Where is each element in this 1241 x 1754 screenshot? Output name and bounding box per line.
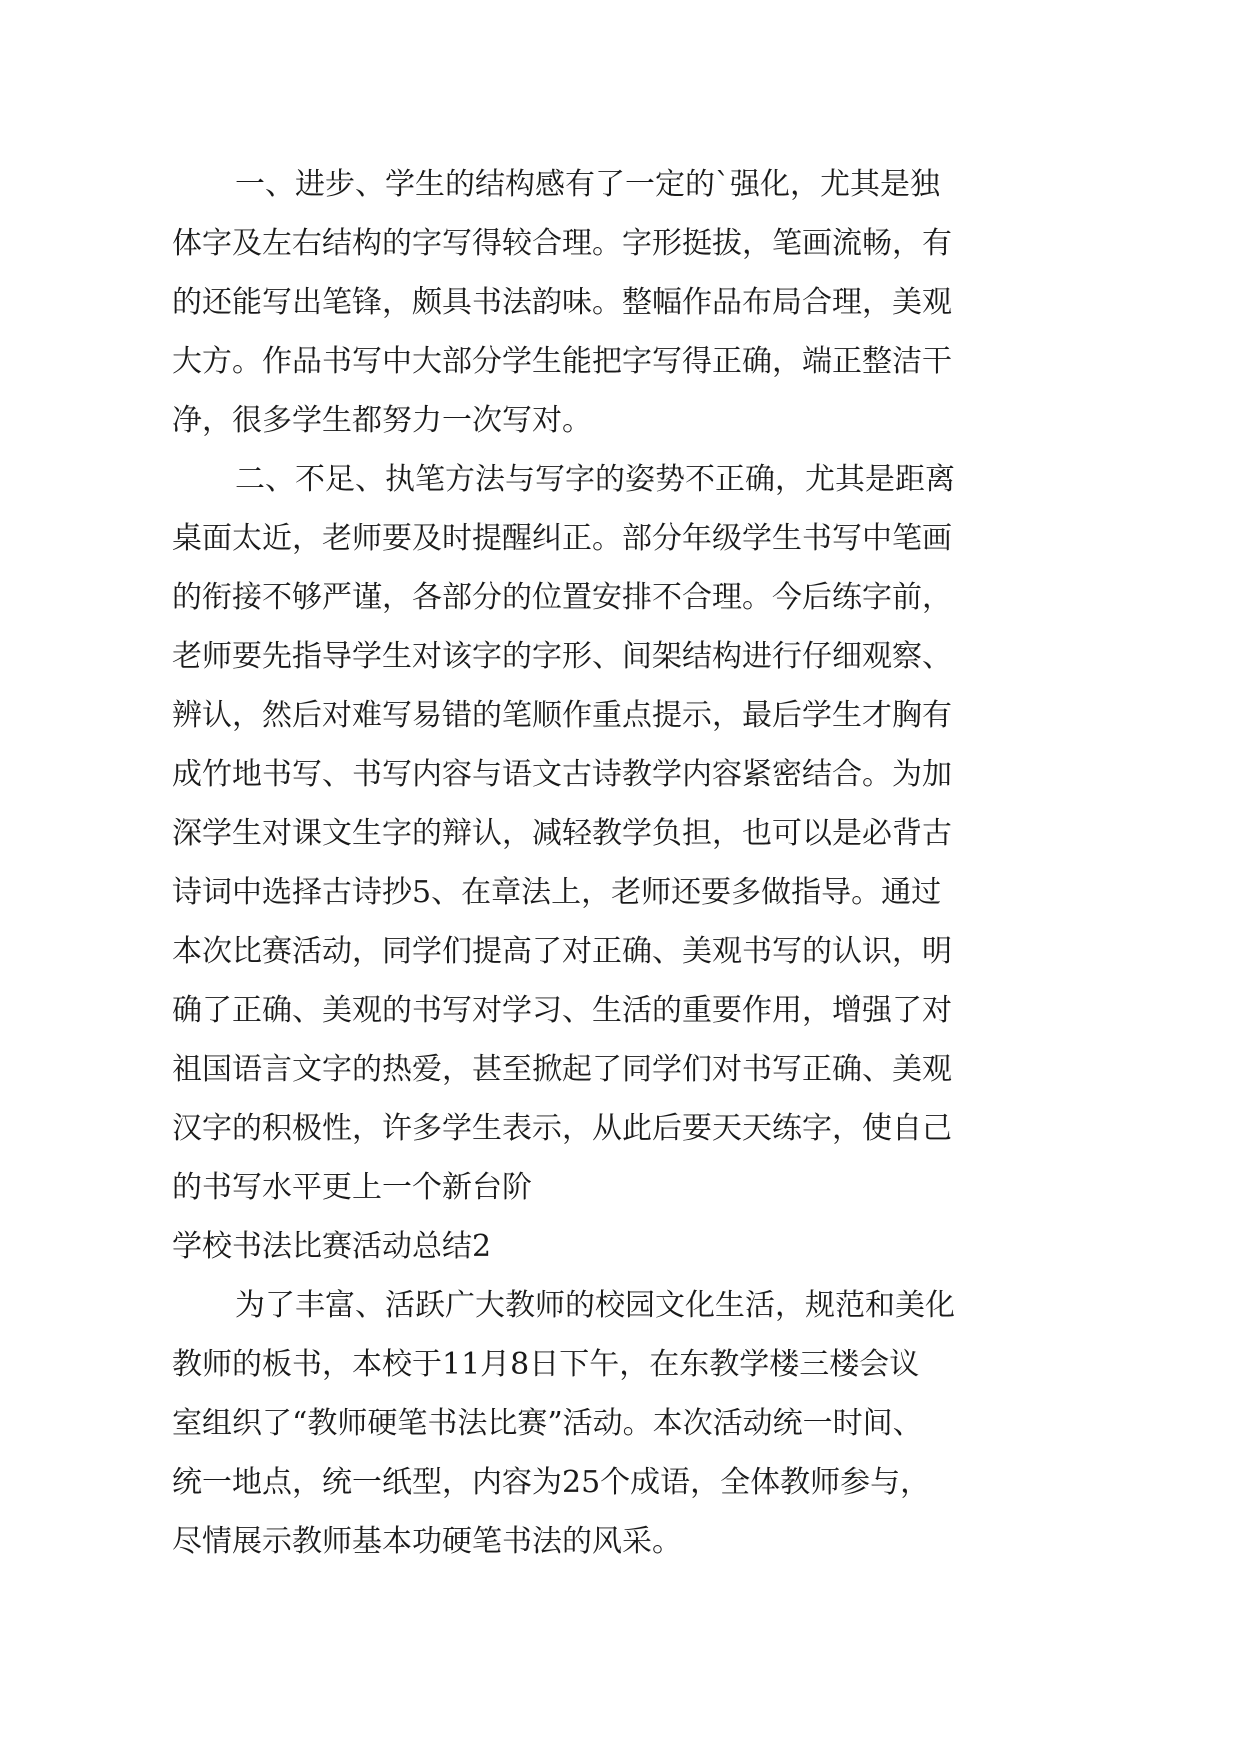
text-line: 的衔接不够严谨，各部分的位置安排不合理。今后练字前， xyxy=(172,580,952,615)
text-line: 老师要先指导学生对该字的字形、间架结构进行仔细观察、 xyxy=(172,639,952,674)
text-line: 教师的板书，本校于11月8日下午，在东教学楼三楼会议 xyxy=(172,1347,920,1382)
text-line: 二、不足、执笔方法与写字的姿势不正确，尤其是距离 xyxy=(235,462,955,497)
text-line: 诗词中选择古诗抄5、在章法上，老师还要多做指导。通过 xyxy=(172,875,942,910)
text-line: 祖国语言文字的热爱，甚至掀起了同学们对书写正确、美观 xyxy=(172,1052,952,1087)
text-line: 为了丰富、活跃广大教师的校园文化生活，规范和美化 xyxy=(235,1288,955,1323)
text-line: 统一地点，统一纸型，内容为25个成语，全体教师参与， xyxy=(172,1465,931,1500)
text-line: 确了正确、美观的书写对学习、生活的重要作用，增强了对 xyxy=(172,993,952,1028)
text-line: 成竹地书写、书写内容与语文古诗教学内容紧密结合。为加 xyxy=(172,757,952,792)
section-heading: 学校书法比赛活动总结2 xyxy=(172,1229,492,1264)
text-line: 净，很多学生都努力一次写对。 xyxy=(172,403,592,438)
text-line: 本次比赛活动，同学们提高了对正确、美观书写的认识，明 xyxy=(172,934,952,969)
text-line: 深学生对课文生字的辩认，减轻教学负担，也可以是必背古 xyxy=(172,816,952,851)
text-line: 大方。作品书写中大部分学生能把字写得正确，端正整洁干 xyxy=(172,344,952,379)
text-line: 汉字的积极性，许多学生表示，从此后要天天练字，使自己 xyxy=(172,1111,952,1146)
text-line: 一、进步、学生的结构感有了一定的`强化，尤其是独 xyxy=(235,167,940,202)
text-line: 体字及左右结构的字写得较合理。字形挺拔，笔画流畅，有 xyxy=(172,226,952,261)
text-line: 桌面太近，老师要及时提醒纠正。部分年级学生书写中笔画 xyxy=(172,521,952,556)
text-line: 尽情展示教师基本功硬笔书法的风采。 xyxy=(172,1524,682,1559)
text-line: 室组织了“教师硬笔书法比赛”活动。本次活动统一时间、 xyxy=(172,1406,923,1441)
text-line: 辨认，然后对难写易错的笔顺作重点提示，最后学生才胸有 xyxy=(172,698,952,733)
text-line: 的还能写出笔锋，颇具书法韵味。整幅作品布局合理，美观 xyxy=(172,285,952,320)
text-line: 的书写水平更上一个新台阶 xyxy=(172,1170,532,1205)
